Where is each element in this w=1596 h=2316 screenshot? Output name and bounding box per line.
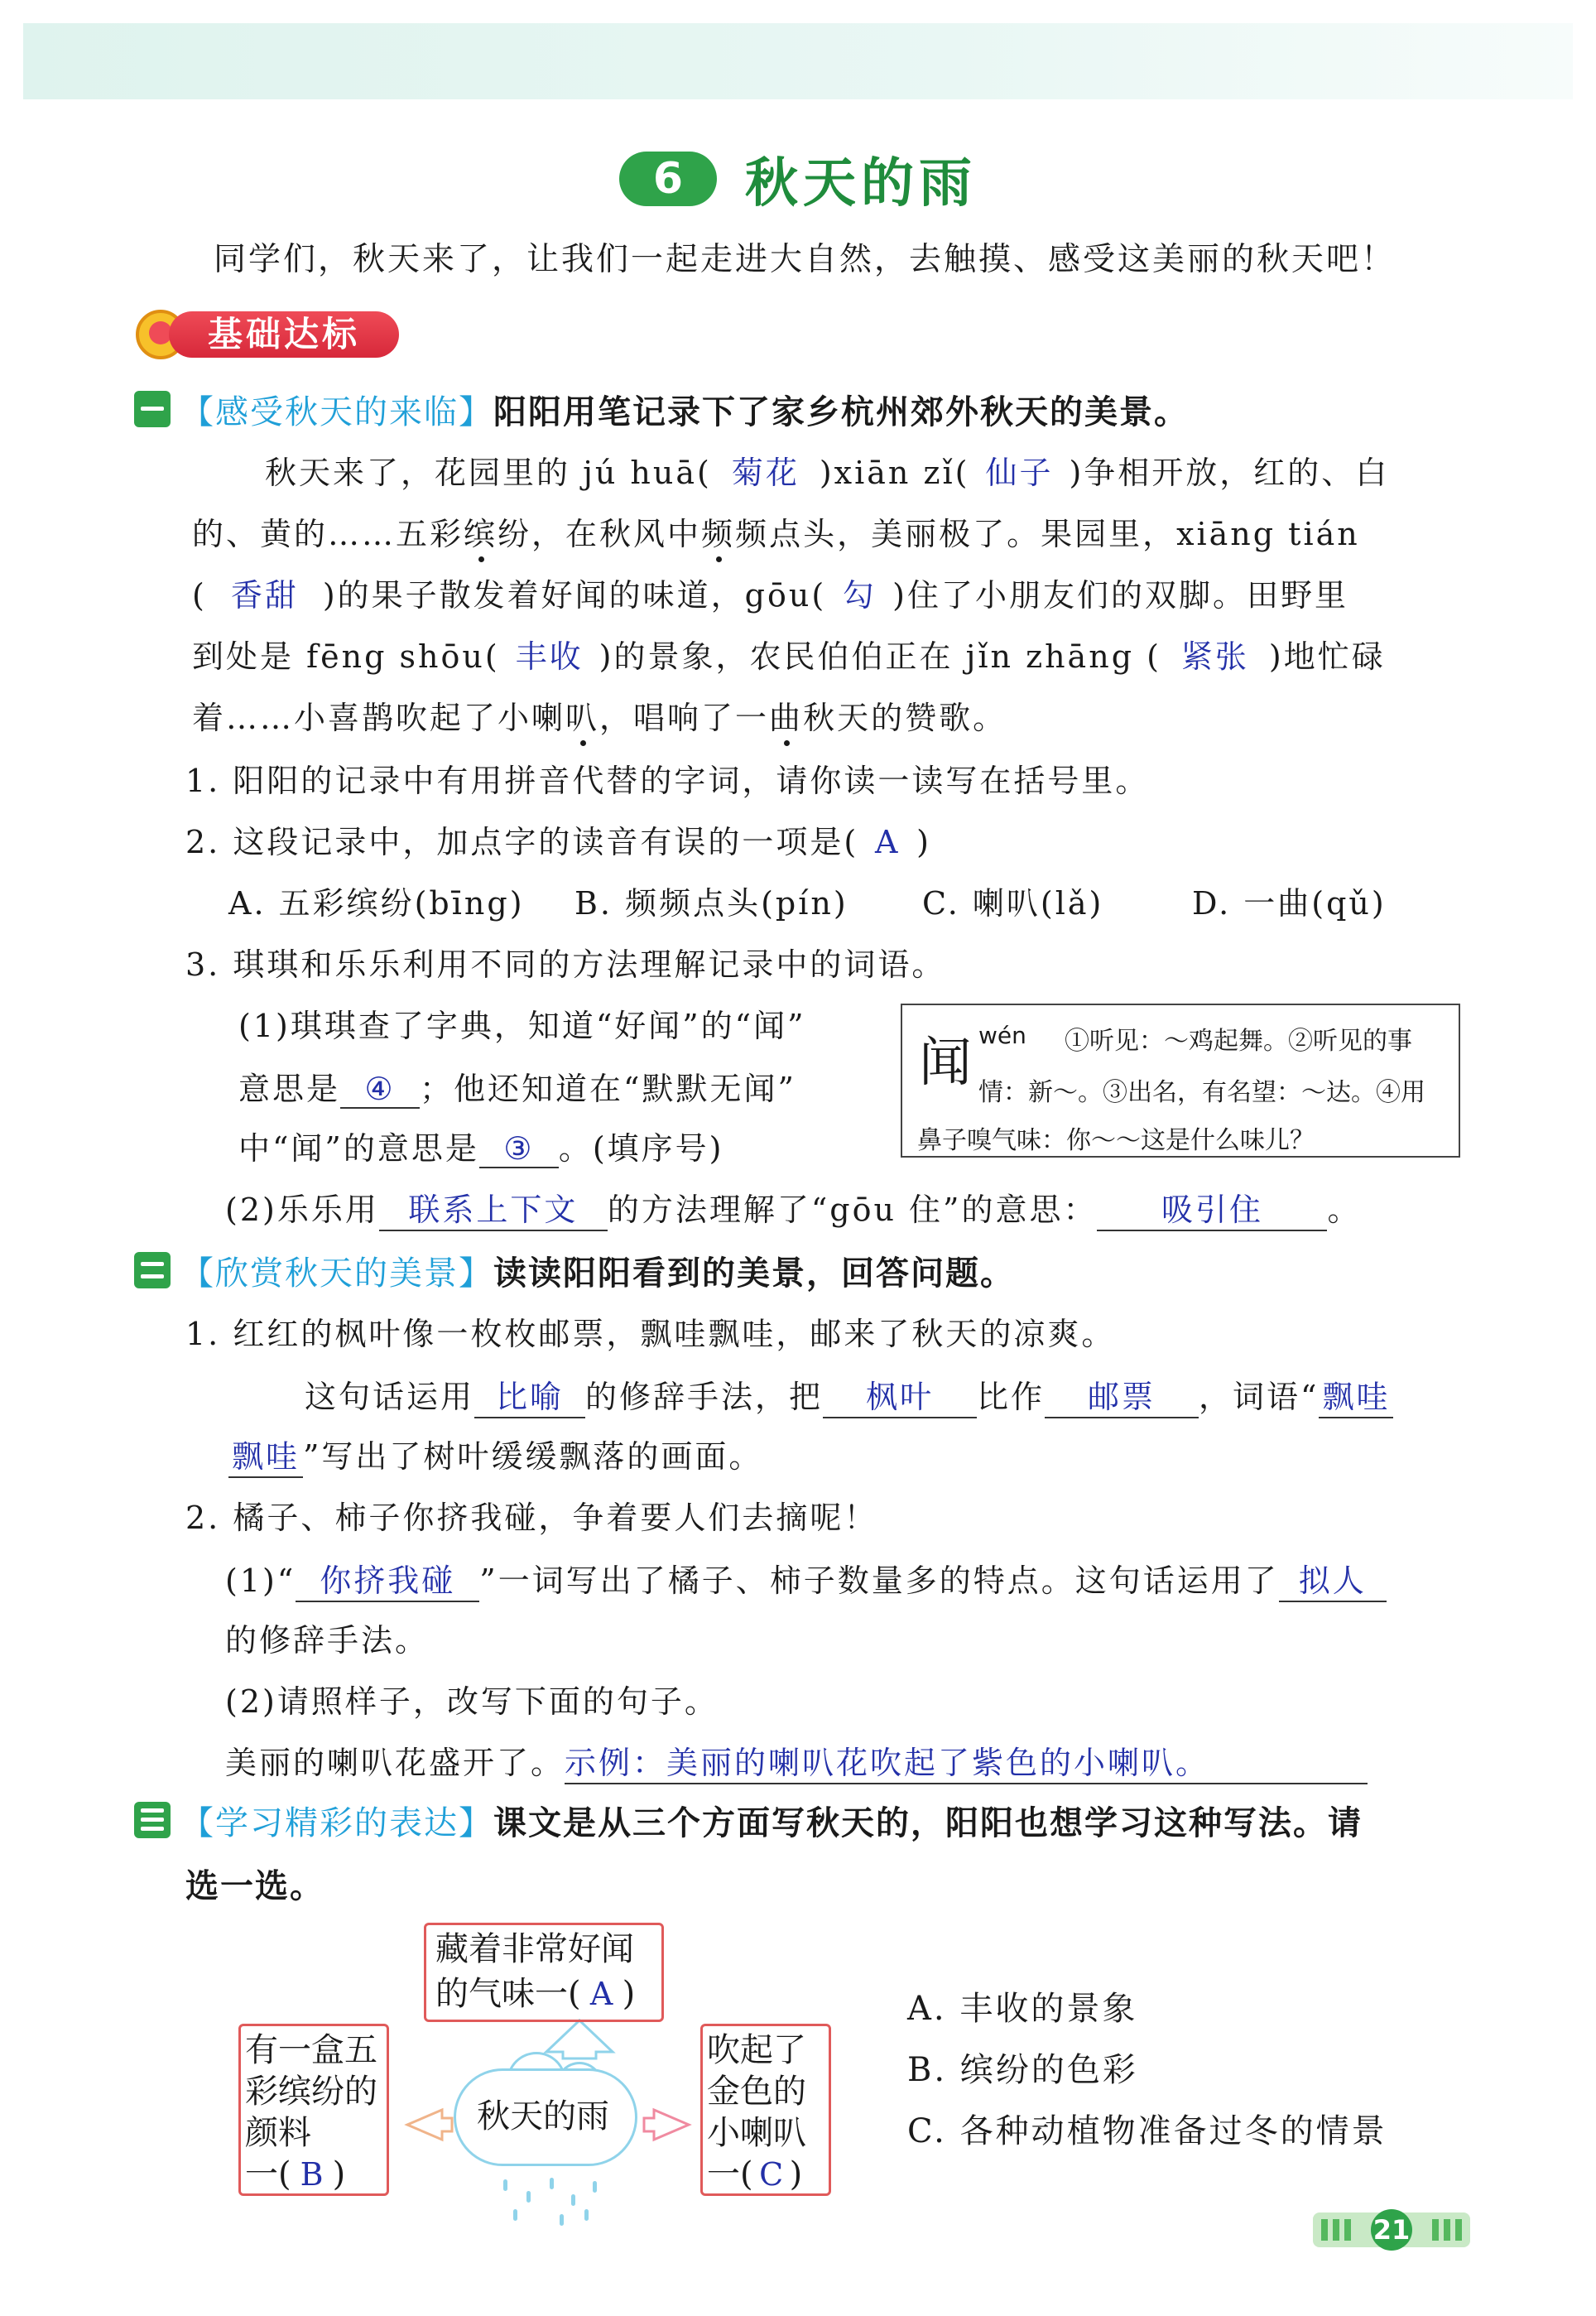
- top-box-line-1: 藏着非常好闻: [435, 1930, 634, 1968]
- badge-label: 基础达标: [169, 311, 399, 358]
- page-number: 21: [1372, 2214, 1411, 2246]
- left-box-line-2: 彩缤纷的: [245, 2073, 377, 2111]
- s2-q2-2-rewrite: 美丽的喇叭花盛开了。示例：美丽的喇叭花吹起了紫色的小喇叭。: [225, 1737, 1368, 1784]
- rain-drop-icon: [550, 2178, 554, 2189]
- passage-line-1: 秋天来了，花园里的 jú huā( 菊花 )xiān zǐ( 仙子 )争相开放，红的、白: [265, 455, 1390, 491]
- passage-line-5: 着……小喜鹊吹起了小喇叭，唱响了一曲秋天的赞歌。: [192, 692, 1007, 738]
- section-one-heading: 【感受秋天的来临】阳阳用笔记录下了家乡杭州郊外秋天的美景。: [180, 393, 1189, 431]
- lesson-number: 6: [619, 152, 717, 206]
- lesson-title: 秋天的雨: [745, 153, 977, 214]
- section-two-heading: 【欣赏秋天的美景】读读阳阳看到的美景，回答问题。: [180, 1254, 1015, 1293]
- left-box-line-1: 有一盒五: [245, 2031, 377, 2069]
- diagram-option-a: A. 丰收的景象: [907, 1990, 1138, 2028]
- rain-drop-icon: [560, 2214, 564, 2226]
- dict-pinyin: wén: [978, 1022, 1026, 1049]
- left-box-line-4: 一( B ): [245, 2155, 346, 2193]
- s2-question-1: 1. 红红的枫叶像一枚枚邮票，飘哇飘哇，邮来了秋天的凉爽。: [185, 1316, 1116, 1352]
- option-a: A. 五彩缤纷(bīng): [228, 885, 525, 922]
- rain-drop-icon: [593, 2181, 597, 2193]
- rain-drop-icon: [584, 2209, 589, 2221]
- q3-2-line: (2)乐乐用 联系上下文 的方法理解了“gōu 住”的意思： 吸引住 。: [225, 1184, 1361, 1231]
- question-1-1: 1. 阳阳的记录中有用拼音代替的字词，请你读一读写在括号里。: [185, 763, 1150, 799]
- option-d: D. 一曲(qǔ): [1192, 885, 1387, 922]
- answer-q2: A: [874, 824, 901, 860]
- diagram-option-c: C. 各种动植物准备过冬的情景: [907, 2112, 1387, 2150]
- q3-1-line2: 意思是 ④ ；他还知道在“默默无闻”: [238, 1071, 796, 1107]
- right-box-line-3: 小喇叭: [707, 2114, 806, 2152]
- right-box-line-2: 金色的: [707, 2073, 806, 2111]
- dict-character: 闻: [919, 1033, 972, 1094]
- arrow-up: [546, 2020, 613, 2058]
- right-box-line-1: 吹起了: [707, 2031, 806, 2069]
- rain-drop-icon: [526, 2191, 531, 2203]
- s2-question-2: 2. 橘子、柿子你挤我碰，争着要人们去摘呢！: [185, 1500, 878, 1536]
- q3-1-line1: (1)琪琪查了字典，知道“好闻”的“闻”: [238, 1008, 806, 1044]
- arrow-right: [644, 2110, 689, 2140]
- q3-1-line3: 中“闻”的意思是 ③ 。(填序号): [238, 1130, 724, 1167]
- top-box-line-2: 的气味一( A ): [435, 1975, 636, 2013]
- dict-line-3: 鼻子嗅气味：你～～这是什么味儿？: [917, 1126, 1315, 1155]
- rain-drop-icon: [571, 2194, 575, 2206]
- option-b: B. 频频点头(pín): [574, 885, 848, 922]
- section-three-heading: 【学习精彩的表达】课文是从三个方面写秋天的，阳阳也想学习这种写法。请: [180, 1804, 1363, 1842]
- passage-line-4: 到处是 fēng shōu( 丰收 )的景象，农民伯伯正在 jǐn zhāng ( 紧张 )地忙碌: [192, 638, 1386, 675]
- right-box-line-4: 一( C ): [707, 2155, 803, 2193]
- passage-line-3: ( 香甜 )的果子散发着好闻的味道，gōu( 勾 )住了小朋友们的双脚。田野里: [192, 577, 1348, 614]
- s2-q2-1-line-2: 的修辞手法。: [225, 1622, 430, 1659]
- left-box-line-3: 颜料: [245, 2114, 311, 2152]
- section-three-heading-2: 选一选。: [185, 1867, 324, 1905]
- question-1-2: 2. 这段记录中，加点字的读音有误的一项是( A ): [185, 824, 931, 860]
- page-number-badge: [1313, 2209, 1470, 2251]
- rain-drop-icon: [503, 2179, 507, 2191]
- question-1-3: 3. 琪琪和乐乐利用不同的方法理解记录中的词语。: [185, 946, 946, 983]
- arrow-left: [407, 2110, 452, 2140]
- diagram-option-b: B. 缤纷的色彩: [907, 2051, 1138, 2089]
- diagram-center-label: 秋天的雨: [477, 2097, 609, 2135]
- s2-q1-answer-line-2: 飘哇 ”写出了树叶缓缓飘落的画面。: [228, 1431, 762, 1478]
- option-c: C. 喇叭(lǎ): [922, 885, 1104, 922]
- s2-q2-2: (2)请照样子，改写下面的句子。: [225, 1683, 719, 1720]
- s2-q2-1-line: (1)“ 你挤我碰 ”一词写出了橘子、柿子数量多的特点。这句话运用了 拟人: [225, 1555, 1387, 1602]
- dict-line-2: 情：新～。③出名，有名望：～达。④用: [978, 1078, 1425, 1107]
- intro-text: 同学们，秋天来了，让我们一起走进大自然，去触摸、感受这美丽的秋天吧！: [214, 241, 1396, 278]
- rain-drop-icon: [513, 2209, 517, 2221]
- passage-line-2: 的、黄的……五彩缤纷，在秋风中频频点头，美丽极了。果园里，xiāng tián: [192, 508, 1360, 554]
- s2-q1-answer-line: 这句话运用 比喻 的修辞手法，把 枫叶 比作 邮票 ，词语“ 飘哇: [305, 1371, 1393, 1418]
- dict-line-1: ①听见：～鸡起舞。②听见的事: [1065, 1027, 1412, 1056]
